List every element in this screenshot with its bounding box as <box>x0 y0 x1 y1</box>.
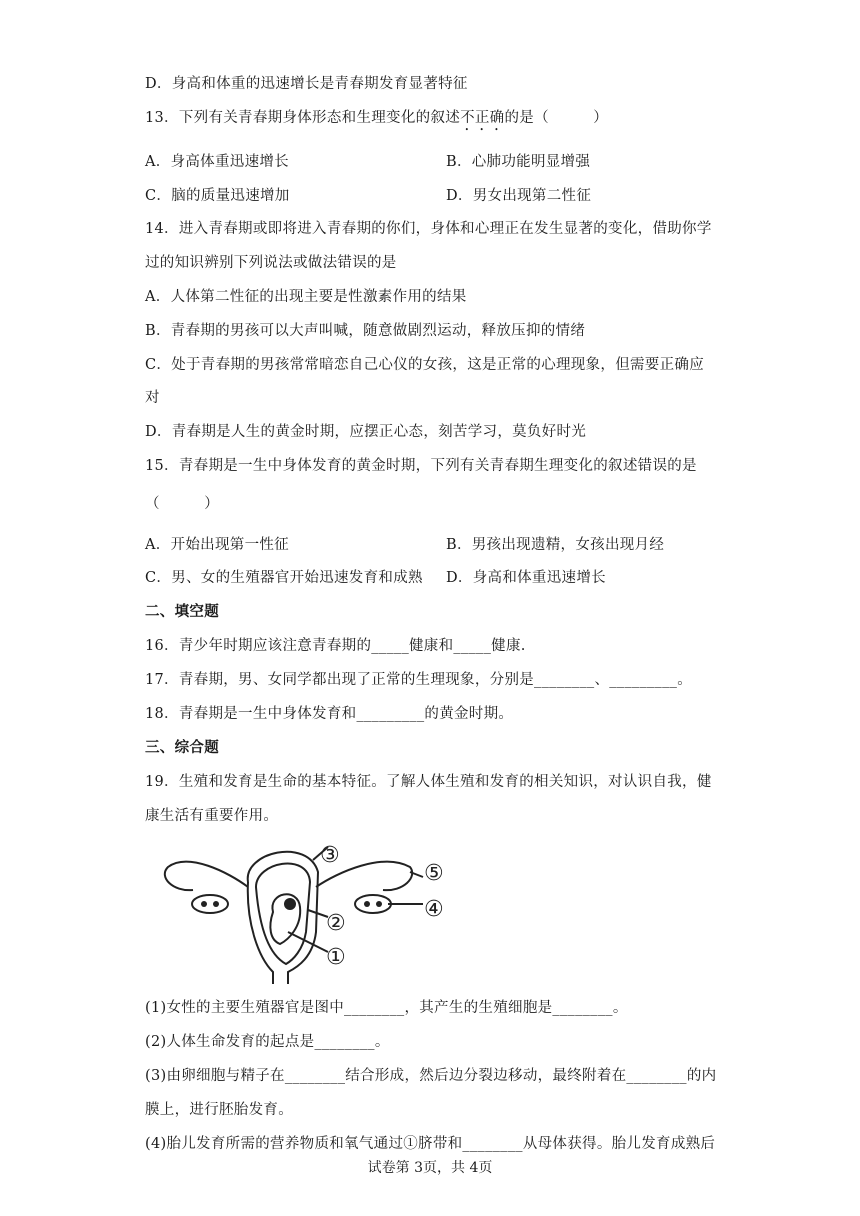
question-17: 17．青春期，男、女同学都出现了正常的生理现象，分别是________、_________。 <box>145 672 692 688</box>
question-13-option-c: C．脑的质量迅速增加 <box>145 188 290 204</box>
label-2: ② <box>326 911 346 936</box>
question-14-option-d: D．青春期是人生的黄金时期，应摆正心态，刻苦学习，莫负好时光 <box>145 424 587 440</box>
question-14-option-b: B．青春期的男孩可以大声叫喊，随意做剧烈运动，释放压抑的情绪 <box>145 323 586 339</box>
question-19-sub2: (2)人体生命发育的起点是________。 <box>145 1034 390 1050</box>
question-19-stem-line2: 康生活有重要作用。 <box>145 808 279 824</box>
section-comprehensive-title: 三、综合题 <box>145 739 219 756</box>
question-15-option-d: D．身高和体重迅速增长 <box>446 570 606 586</box>
left-ovary <box>192 895 228 913</box>
label-5: ⑤ <box>424 861 444 886</box>
label-3: ③ <box>320 843 340 868</box>
question-16: 16．青少年时期应该注意青春期的_____健康和_____健康. <box>145 638 526 654</box>
question-19-sub1: (1)女性的主要生殖器官是图中________，其产生的生殖细胞是________。 <box>145 1000 628 1016</box>
question-14-option-c-line1: C．处于青春期的男孩常常暗恋自己心仪的女孩，这是正常的心理现象，但需要正确应 <box>145 357 704 373</box>
right-ovary <box>355 895 391 913</box>
left-fallopian-tube <box>165 862 248 890</box>
uterus-inner-wall <box>256 863 310 964</box>
question-19-stem-line1: 19．生殖和发育是生命的基本特征。了解人体生殖和发育的相关知识，对认识自我，健 <box>145 774 712 790</box>
section-fill-blank-title: 二、填空题 <box>145 603 219 620</box>
page-footer: 试卷第 3页，共 4页 <box>367 1160 493 1176</box>
question-13-option-d: D．男女出现第二性征 <box>446 188 592 204</box>
female-reproductive-system-diagram <box>148 832 448 984</box>
label-4: ④ <box>424 897 444 922</box>
question-13-option-a: A．身高体重迅速增长 <box>145 154 289 170</box>
question-13-stem-pre: 13．下列有关青春期身体形态和生理变化的叙述 <box>145 110 461 126</box>
question-13-stem <box>145 108 608 134</box>
question-19-sub4: (4)胎儿发育所需的营养物质和氧气通过①脐带和________从母体获得。胎儿发育成熟后 <box>145 1136 716 1152</box>
question-15-option-c: C．男、女的生殖器官开始迅速发育和成熟 <box>145 570 423 586</box>
question-13-option-b: B．心肺功能明显增强 <box>446 154 591 170</box>
question-14-stem-line1: 14．进入青春期或即将进入青春期的你们，身体和心理正在发生显著的变化，借助你学 <box>145 221 712 237</box>
question-14-option-c-line2: 对 <box>145 390 160 406</box>
question-14-stem-line2: 过的知识辨别下列说法或做法错误的是 <box>145 255 397 271</box>
question-19-sub3-line1: (3)由卵细胞与精子在________结合形成，然后边分裂边移动，最终附着在________的内 <box>145 1068 717 1084</box>
label-1: ① <box>326 945 346 970</box>
question-15-option-a: A．开始出现第一性征 <box>145 537 289 553</box>
question-18: 18．青春期是一生中身体发育和_________的黄金时期。 <box>145 706 514 722</box>
question-15-stem-line2: （ ） <box>145 496 219 512</box>
question-13-stem-emphasis: 不正确 <box>460 110 505 126</box>
question-19-sub3-line2: 膜上，进行胚胎发育。 <box>145 1102 293 1118</box>
question-13-stem-post: 的是（ ） <box>504 110 609 126</box>
question-15-option-b: B．男孩出现遗精，女孩出现月经 <box>446 537 665 553</box>
question-15-stem-line1: 15．青春期是一生中身体发育的黄金时期，下列有关青春期生理变化的叙述错误的是 <box>145 458 697 474</box>
question-14-option-a: A．人体第二性征的出现主要是性激素作用的结果 <box>145 289 467 305</box>
question-12-option-d: D．身高和体重的迅速增长是青春期发育显著特征 <box>145 76 468 92</box>
